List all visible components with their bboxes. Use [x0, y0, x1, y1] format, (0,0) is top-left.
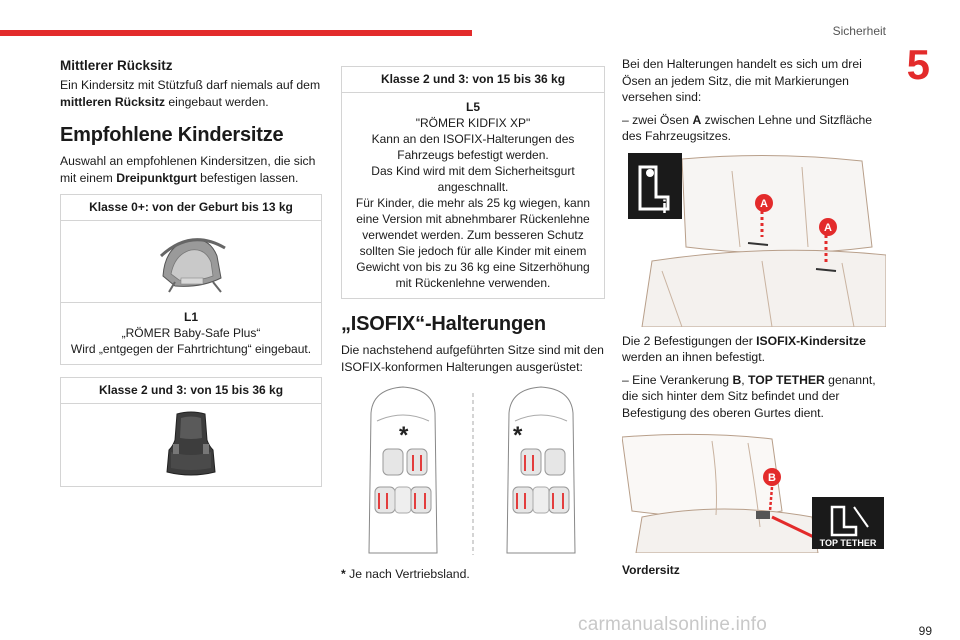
svg-text:B: B [768, 472, 776, 484]
anchors-intro: Bei den Halterungen handelt es sich um drei Ösen an jedem Sitz, die mit Markierungen versehen sind: [622, 57, 862, 104]
recommended-intro: Auswahl an empfohlenen Kindersitzen, die sich mit einem Dreipunktgurt befestigen lassen. [60, 154, 316, 185]
page-number: 99 [918, 624, 932, 638]
isofix-attach-text: Die 2 Befestigungen der ISOFIX-Kindersitze werden an ihnen befestigt. [622, 333, 866, 364]
watermark-text: carmanualsonline.info [578, 614, 768, 635]
seat-table-l5 [341, 66, 605, 299]
middle-seat-text: Ein Kindersitz mit Stützfuß darf niemals auf dem mittleren Rücksitz eingebaut werden. [60, 78, 321, 109]
isofix-seat-diagram [341, 383, 605, 561]
chapter-number: 5 [906, 41, 930, 88]
svg-text:*: * [399, 422, 409, 449]
seat-line: Für Kinder, die mehr als 25 kg wiegen, kann eine Version mit abnehmbarer Rückenlehne verwendet werden. Zum besseren Schutz sollten Sie jedoch für alle Kinder mit einem Gewicht von bis zu 36 kg eine Sitzerhöhung mit Rückenlehne verwenden. [355, 196, 591, 290]
svg-text:i: i [662, 196, 668, 217]
seat-name: „RÖMER Baby-Safe Plus“ [121, 326, 261, 340]
baby-seat-image [61, 221, 321, 303]
seat-table-class0 [60, 194, 322, 365]
baby-carrier-icon [151, 226, 231, 298]
anchor-a-item: – zwei Ösen A zwischen Lehne und Sitzfläche des Fahrzeugsitzes. [622, 112, 872, 143]
car-outline-left [369, 387, 437, 553]
seat-line: Das Kind wird mit dem Sicherheitsgurt angeschnallt. [371, 164, 575, 194]
column-middle [341, 56, 605, 581]
svg-text:*: * [513, 422, 523, 449]
heading-isofix: „ISOFIX“-Halterungen [341, 313, 546, 335]
table-header: Klasse 0+: von der Geburt bis 13 kg [61, 195, 321, 221]
seat-code: L1 [183, 310, 198, 324]
column-left [60, 56, 322, 487]
top-tether-figure [622, 431, 886, 553]
booster-seat-image [61, 404, 321, 486]
table-body [342, 93, 604, 298]
seat-table-class23 [60, 377, 322, 487]
seat-code: L5 [465, 100, 480, 114]
isofix-anchor-figure [622, 151, 886, 327]
column-right [622, 56, 886, 577]
svg-text:TOP TETHER: TOP TETHER [819, 538, 877, 548]
header-accent-bar [0, 30, 472, 36]
car-outline-right [507, 387, 575, 553]
booster-seat-icon [161, 410, 221, 480]
table-header: Klasse 2 und 3: von 15 bis 36 kg [61, 378, 321, 404]
seat-line: "RÖMER KIDFIX XP" [415, 116, 531, 130]
seat-line: Kann an den ISOFIX-Halterungen des Fahrzeugs befestigt werden. [371, 132, 575, 162]
seat-description: Wird „entgegen der Fahrtrichtung“ eingebaut. [70, 342, 312, 356]
isofix-intro: Die nachstehend aufgeführten Sitze sind mit den ISOFIX-konformen Halterungen ausgerüstet: [341, 343, 604, 374]
svg-text:A: A [760, 197, 768, 210]
section-title: Sicherheit [832, 24, 886, 38]
footnote: * Je nach Vertriebsland. [341, 567, 470, 581]
heading-middle-seat: Mittlerer Rücksitz [60, 58, 173, 73]
front-seat-label: Vordersitz [622, 563, 680, 577]
anchor-b-item: – Eine Verankerung B, TOP TETHER genannt, die sich hinter dem Sitz befindet und der Befestigung des oberen Gurtes dient. [622, 372, 876, 420]
heading-recommended-seats: Empfohlene Kindersitze [60, 124, 284, 146]
table-body [61, 303, 321, 364]
svg-text:A: A [824, 221, 832, 234]
table-header: Klasse 2 und 3: von 15 bis 36 kg [342, 67, 604, 93]
